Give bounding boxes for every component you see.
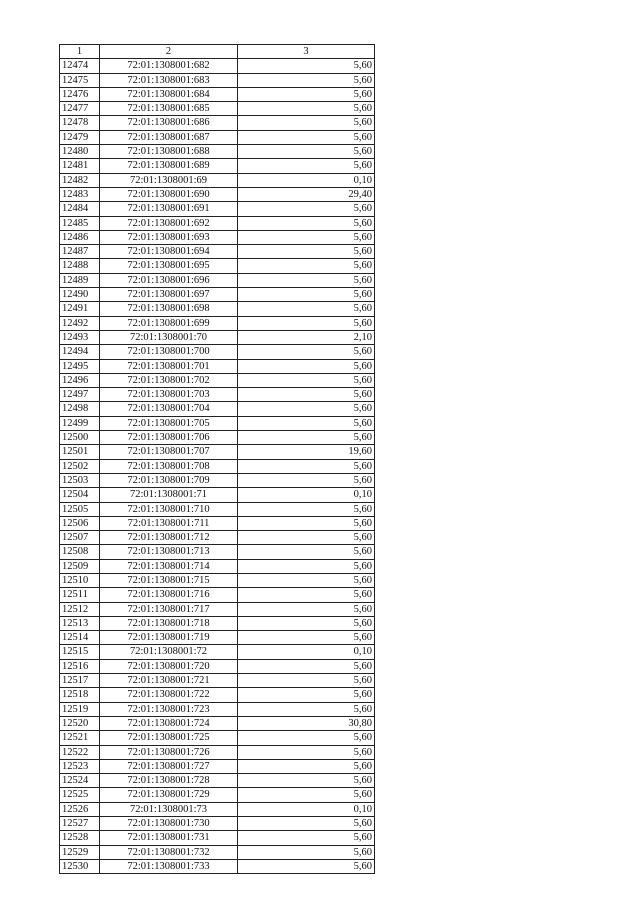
- table-row: [60, 187, 375, 201]
- row-number: 12520: [60, 716, 100, 730]
- table-body: [60, 59, 375, 874]
- cadastral-number: 72:01:1308001:727: [100, 759, 238, 773]
- column-header-3: 3: [238, 45, 375, 59]
- area-value: 5,60: [238, 588, 375, 602]
- table-row: [60, 631, 375, 645]
- table-row: [60, 130, 375, 144]
- table-row: [60, 445, 375, 459]
- table-row: [60, 831, 375, 845]
- table-row: [60, 588, 375, 602]
- cadastral-number: 72:01:1308001:717: [100, 602, 238, 616]
- cadastral-number: 72:01:1308001:698: [100, 302, 238, 316]
- area-value: 5,60: [238, 245, 375, 259]
- table-row: [60, 602, 375, 616]
- cadastral-number: 72:01:1308001:706: [100, 431, 238, 445]
- cadastral-number: 72:01:1308001:711: [100, 516, 238, 530]
- table-row: [60, 859, 375, 873]
- cadastral-number: 72:01:1308001:720: [100, 659, 238, 673]
- area-value: 5,60: [238, 659, 375, 673]
- table-row: [60, 73, 375, 87]
- row-number: 12492: [60, 316, 100, 330]
- area-value: 5,60: [238, 859, 375, 873]
- row-number: 12498: [60, 402, 100, 416]
- cadastral-number: 72:01:1308001:721: [100, 674, 238, 688]
- area-value: 2,10: [238, 330, 375, 344]
- cadastral-number: 72:01:1308001:707: [100, 445, 238, 459]
- row-number: 12524: [60, 774, 100, 788]
- area-value: 5,60: [238, 774, 375, 788]
- area-value: 5,60: [238, 416, 375, 430]
- row-number: 12483: [60, 187, 100, 201]
- area-value: 5,60: [238, 502, 375, 516]
- cadastral-number: 72:01:1308001:684: [100, 87, 238, 101]
- cadastral-number: 72:01:1308001:695: [100, 259, 238, 273]
- row-number: 12522: [60, 745, 100, 759]
- area-value: 5,60: [238, 288, 375, 302]
- area-value: 5,60: [238, 431, 375, 445]
- table-row: [60, 473, 375, 487]
- cadastral-number: 72:01:1308001:712: [100, 531, 238, 545]
- area-value: 5,60: [238, 359, 375, 373]
- row-number: 12484: [60, 202, 100, 216]
- area-value: 5,60: [238, 473, 375, 487]
- table-row: [60, 431, 375, 445]
- cadastral-number: 72:01:1308001:731: [100, 831, 238, 845]
- area-value: 5,60: [238, 230, 375, 244]
- table-row: [60, 102, 375, 116]
- area-value: 0,10: [238, 173, 375, 187]
- area-value: 5,60: [238, 702, 375, 716]
- table-row: [60, 288, 375, 302]
- cadastral-number: 72:01:1308001:705: [100, 416, 238, 430]
- header-row: [60, 45, 375, 59]
- table-row: [60, 659, 375, 673]
- table-row: [60, 545, 375, 559]
- area-value: 5,60: [238, 559, 375, 573]
- row-number: 12529: [60, 845, 100, 859]
- row-number: 12481: [60, 159, 100, 173]
- row-number: 12530: [60, 859, 100, 873]
- row-number: 12516: [60, 659, 100, 673]
- area-value: 5,60: [238, 145, 375, 159]
- row-number: 12474: [60, 59, 100, 73]
- row-number: 12510: [60, 573, 100, 587]
- cadastral-number: 72:01:1308001:709: [100, 473, 238, 487]
- table-row: [60, 87, 375, 101]
- row-number: 12508: [60, 545, 100, 559]
- row-number: 12480: [60, 145, 100, 159]
- area-value: 0,10: [238, 488, 375, 502]
- area-value: 5,60: [238, 373, 375, 387]
- row-number: 12525: [60, 788, 100, 802]
- row-number: 12490: [60, 288, 100, 302]
- table-row: [60, 202, 375, 216]
- cadastral-number: 72:01:1308001:689: [100, 159, 238, 173]
- area-value: 5,60: [238, 130, 375, 144]
- table-row: [60, 216, 375, 230]
- table-row: [60, 245, 375, 259]
- cadastral-number: 72:01:1308001:713: [100, 545, 238, 559]
- cadastral-number: 72:01:1308001:691: [100, 202, 238, 216]
- row-number: 12489: [60, 273, 100, 287]
- land-parcel-table: [59, 44, 375, 874]
- area-value: 5,60: [238, 87, 375, 101]
- table-row: [60, 273, 375, 287]
- row-number: 12477: [60, 102, 100, 116]
- area-value: 30,80: [238, 716, 375, 730]
- area-value: 5,60: [238, 102, 375, 116]
- area-value: 5,60: [238, 616, 375, 630]
- row-number: 12521: [60, 731, 100, 745]
- table-row: [60, 788, 375, 802]
- cadastral-number: 72:01:1308001:732: [100, 845, 238, 859]
- area-value: 5,60: [238, 202, 375, 216]
- table-row: [60, 302, 375, 316]
- row-number: 12502: [60, 459, 100, 473]
- row-number: 12513: [60, 616, 100, 630]
- cadastral-number: 72:01:1308001:694: [100, 245, 238, 259]
- table-row: [60, 316, 375, 330]
- cadastral-number: 72:01:1308001:725: [100, 731, 238, 745]
- table-row: [60, 459, 375, 473]
- area-value: 5,60: [238, 573, 375, 587]
- row-number: 12475: [60, 73, 100, 87]
- area-value: 0,10: [238, 645, 375, 659]
- cadastral-number: 72:01:1308001:722: [100, 688, 238, 702]
- row-number: 12485: [60, 216, 100, 230]
- row-number: 12491: [60, 302, 100, 316]
- table-row: [60, 159, 375, 173]
- row-number: 12528: [60, 831, 100, 845]
- table-row: [60, 502, 375, 516]
- cadastral-number: 72:01:1308001:726: [100, 745, 238, 759]
- area-value: 5,60: [238, 345, 375, 359]
- row-number: 12518: [60, 688, 100, 702]
- table-row: [60, 59, 375, 73]
- table-row: [60, 330, 375, 344]
- area-value: 5,60: [238, 402, 375, 416]
- table-row: [60, 716, 375, 730]
- cadastral-number: 72:01:1308001:70: [100, 330, 238, 344]
- cadastral-number: 72:01:1308001:682: [100, 59, 238, 73]
- cadastral-number: 72:01:1308001:728: [100, 774, 238, 788]
- area-value: 5,60: [238, 731, 375, 745]
- area-value: 5,60: [238, 759, 375, 773]
- cadastral-number: 72:01:1308001:696: [100, 273, 238, 287]
- area-value: 5,60: [238, 531, 375, 545]
- table-row: [60, 416, 375, 430]
- area-value: 0,10: [238, 802, 375, 816]
- area-value: 5,60: [238, 273, 375, 287]
- cadastral-number: 72:01:1308001:710: [100, 502, 238, 516]
- cadastral-number: 72:01:1308001:702: [100, 373, 238, 387]
- cadastral-number: 72:01:1308001:690: [100, 187, 238, 201]
- table-row: [60, 817, 375, 831]
- area-value: 5,60: [238, 788, 375, 802]
- row-number: 12494: [60, 345, 100, 359]
- area-value: 5,60: [238, 831, 375, 845]
- table-row: [60, 616, 375, 630]
- row-number: 12486: [60, 230, 100, 244]
- cadastral-number: 72:01:1308001:73: [100, 802, 238, 816]
- table-row: [60, 116, 375, 130]
- table-row: [60, 145, 375, 159]
- row-number: 12488: [60, 259, 100, 273]
- row-number: 12527: [60, 817, 100, 831]
- cadastral-number: 72:01:1308001:688: [100, 145, 238, 159]
- cadastral-number: 72:01:1308001:703: [100, 388, 238, 402]
- cadastral-number: 72:01:1308001:730: [100, 817, 238, 831]
- cadastral-number: 72:01:1308001:723: [100, 702, 238, 716]
- table-header: [60, 45, 375, 59]
- table-row: [60, 559, 375, 573]
- area-value: 5,60: [238, 316, 375, 330]
- cadastral-number: 72:01:1308001:701: [100, 359, 238, 373]
- table-row: [60, 359, 375, 373]
- area-value: 5,60: [238, 259, 375, 273]
- row-number: 12493: [60, 330, 100, 344]
- row-number: 12500: [60, 431, 100, 445]
- row-number: 12506: [60, 516, 100, 530]
- row-number: 12479: [60, 130, 100, 144]
- row-number: 12478: [60, 116, 100, 130]
- row-number: 12501: [60, 445, 100, 459]
- area-value: 29,40: [238, 187, 375, 201]
- area-value: 5,60: [238, 116, 375, 130]
- table-row: [60, 230, 375, 244]
- cadastral-number: 72:01:1308001:714: [100, 559, 238, 573]
- cadastral-number: 72:01:1308001:686: [100, 116, 238, 130]
- row-number: 12523: [60, 759, 100, 773]
- cadastral-number: 72:01:1308001:718: [100, 616, 238, 630]
- table-row: [60, 488, 375, 502]
- row-number: 12511: [60, 588, 100, 602]
- area-value: 5,60: [238, 674, 375, 688]
- cadastral-number: 72:01:1308001:724: [100, 716, 238, 730]
- table-row: [60, 702, 375, 716]
- table-row: [60, 373, 375, 387]
- column-header-2: 2: [100, 45, 238, 59]
- cadastral-number: 72:01:1308001:683: [100, 73, 238, 87]
- table-row: [60, 516, 375, 530]
- area-value: 5,60: [238, 159, 375, 173]
- area-value: 5,60: [238, 73, 375, 87]
- cadastral-number: 72:01:1308001:729: [100, 788, 238, 802]
- cadastral-number: 72:01:1308001:69: [100, 173, 238, 187]
- table-row: [60, 731, 375, 745]
- table-row: [60, 845, 375, 859]
- cadastral-number: 72:01:1308001:704: [100, 402, 238, 416]
- row-number: 12499: [60, 416, 100, 430]
- row-number: 12487: [60, 245, 100, 259]
- area-value: 5,60: [238, 459, 375, 473]
- cadastral-number: 72:01:1308001:693: [100, 230, 238, 244]
- cadastral-number: 72:01:1308001:71: [100, 488, 238, 502]
- area-value: 19,60: [238, 445, 375, 459]
- table-row: [60, 774, 375, 788]
- table-row: [60, 388, 375, 402]
- row-number: 12476: [60, 87, 100, 101]
- cadastral-number: 72:01:1308001:719: [100, 631, 238, 645]
- table-row: [60, 645, 375, 659]
- cadastral-number: 72:01:1308001:699: [100, 316, 238, 330]
- table-row: [60, 259, 375, 273]
- area-value: 5,60: [238, 516, 375, 530]
- area-value: 5,60: [238, 631, 375, 645]
- table-row: [60, 531, 375, 545]
- cadastral-number: 72:01:1308001:72: [100, 645, 238, 659]
- table-row: [60, 173, 375, 187]
- area-value: 5,60: [238, 817, 375, 831]
- row-number: 12512: [60, 602, 100, 616]
- table-row: [60, 402, 375, 416]
- area-value: 5,60: [238, 388, 375, 402]
- table-row: [60, 674, 375, 688]
- row-number: 12514: [60, 631, 100, 645]
- table-row: [60, 573, 375, 587]
- row-number: 12495: [60, 359, 100, 373]
- row-number: 12517: [60, 674, 100, 688]
- cadastral-number: 72:01:1308001:692: [100, 216, 238, 230]
- cadastral-number: 72:01:1308001:733: [100, 859, 238, 873]
- row-number: 12505: [60, 502, 100, 516]
- cadastral-number: 72:01:1308001:685: [100, 102, 238, 116]
- row-number: 12519: [60, 702, 100, 716]
- cadastral-number: 72:01:1308001:700: [100, 345, 238, 359]
- table-row: [60, 802, 375, 816]
- row-number: 12496: [60, 373, 100, 387]
- table-row: [60, 759, 375, 773]
- table-row: [60, 688, 375, 702]
- cadastral-number: 72:01:1308001:697: [100, 288, 238, 302]
- row-number: 12507: [60, 531, 100, 545]
- row-number: 12515: [60, 645, 100, 659]
- cadastral-number: 72:01:1308001:716: [100, 588, 238, 602]
- row-number: 12482: [60, 173, 100, 187]
- row-number: 12503: [60, 473, 100, 487]
- table-row: [60, 745, 375, 759]
- area-value: 5,60: [238, 216, 375, 230]
- area-value: 5,60: [238, 688, 375, 702]
- area-value: 5,60: [238, 602, 375, 616]
- row-number: 12504: [60, 488, 100, 502]
- cadastral-number: 72:01:1308001:715: [100, 573, 238, 587]
- table-row: [60, 345, 375, 359]
- row-number: 12497: [60, 388, 100, 402]
- cadastral-number: 72:01:1308001:687: [100, 130, 238, 144]
- row-number: 12526: [60, 802, 100, 816]
- column-header-1: 1: [60, 45, 100, 59]
- area-value: 5,60: [238, 59, 375, 73]
- area-value: 5,60: [238, 845, 375, 859]
- area-value: 5,60: [238, 302, 375, 316]
- cadastral-number: 72:01:1308001:708: [100, 459, 238, 473]
- area-value: 5,60: [238, 545, 375, 559]
- row-number: 12509: [60, 559, 100, 573]
- area-value: 5,60: [238, 745, 375, 759]
